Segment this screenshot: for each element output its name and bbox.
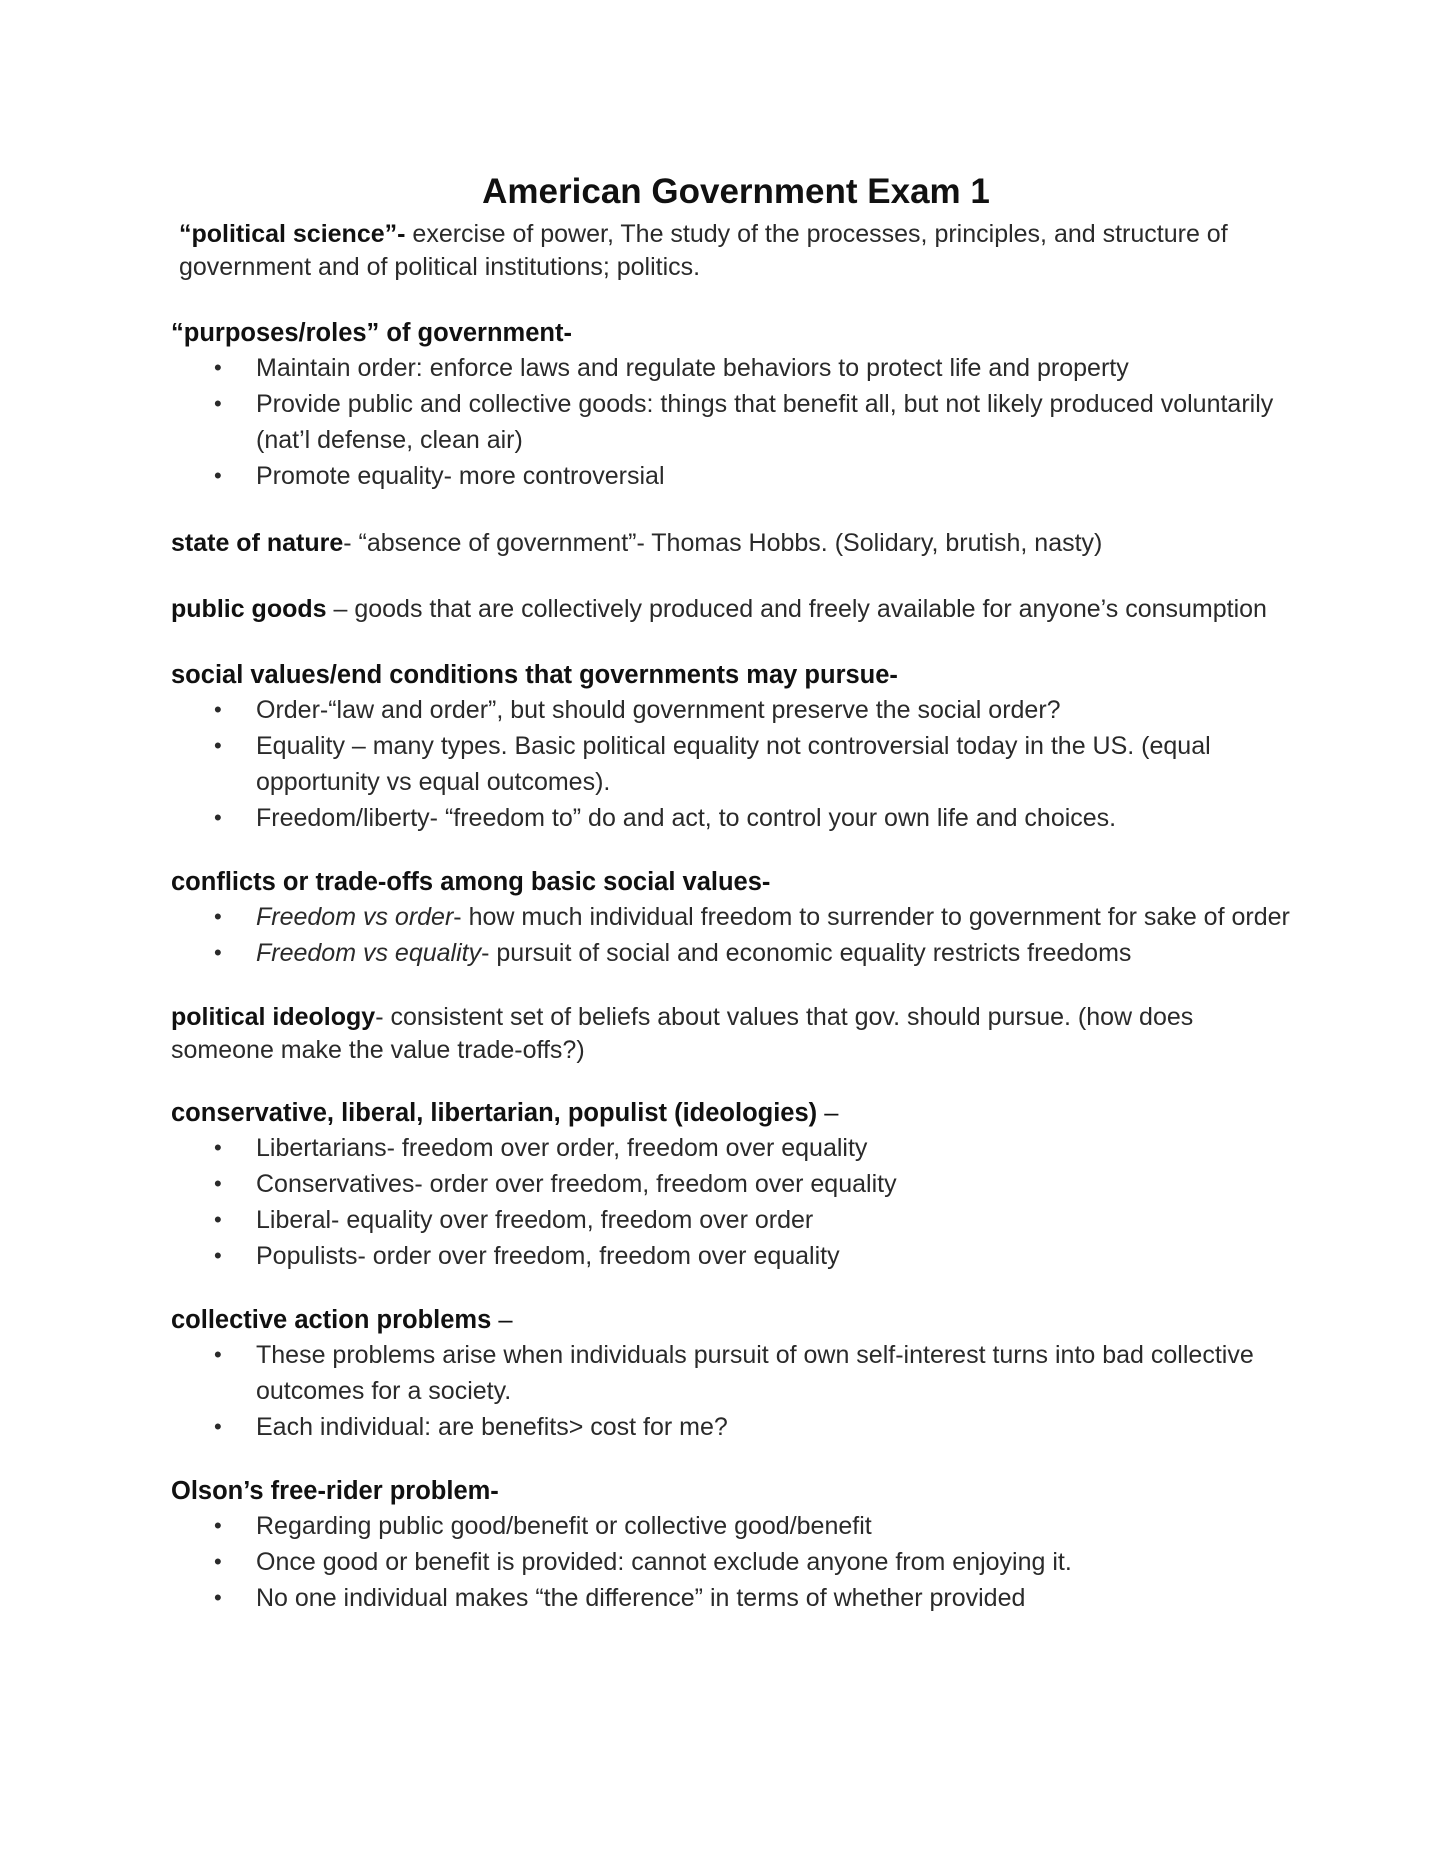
bullet-icon: • [214, 1414, 222, 1439]
ideologies-heading-line [171, 1097, 1301, 1130]
list-item: • Populists- order over freedom, freedom over equality [171, 1238, 1301, 1274]
social-values-section [171, 659, 1301, 836]
list-item: • Promote equality- more controversial [171, 458, 1301, 494]
bullet-icon: • [214, 463, 222, 488]
list-item: • Equality – many types. Basic political equality not controversial today in the US. (equal opportunity vs equal outcomes). [171, 728, 1301, 800]
public-goods-text: – goods that are collectively produced and freely available for anyone’s consumption [326, 595, 1267, 623]
ideologies-heading-suffix: – [817, 1099, 839, 1127]
bullet-icon: • [214, 1135, 222, 1160]
bullet-icon: • [214, 940, 222, 965]
bullet-icon: • [214, 1243, 222, 1268]
political-ideology-term: political ideology [171, 1003, 376, 1031]
page-title: American Government Exam 1 [482, 172, 990, 211]
purposes-heading: “purposes/roles” of government- [171, 319, 572, 347]
list-item: • Freedom/liberty- “freedom to” do and act, to control your own life and choices. [171, 800, 1301, 836]
list-item: • No one individual makes “the difference” in terms of whether provided [171, 1580, 1301, 1616]
list-item: • Provide public and collective goods: things that benefit all, but not likely produced voluntarily (nat’l defense, clean air) [171, 386, 1301, 458]
list-item: • Each individual: are benefits> cost for me? [171, 1409, 1301, 1445]
collective-action-heading-suffix: – [491, 1306, 513, 1334]
bullet-icon: • [214, 733, 222, 758]
ideologies-list [171, 1130, 1301, 1274]
list-item: • Order-“law and order”, but should government preserve the social order? [171, 692, 1301, 728]
collective-action-heading-line [171, 1304, 1301, 1337]
collective-action-heading: collective action problems [171, 1306, 492, 1334]
state-of-nature-term: state of nature [171, 529, 344, 557]
ideologies-section [171, 1097, 1301, 1274]
list-item: • Once good or benefit is provided: cannot exclude anyone from enjoying it. [171, 1544, 1301, 1580]
list-item: • These problems arise when individuals pursuit of own self-interest turns into bad collective outcomes for a society. [171, 1337, 1301, 1409]
bullet-icon: • [214, 1585, 222, 1610]
list-item: • Freedom vs equality- pursuit of social and economic equality restricts freedoms [171, 935, 1301, 971]
list-item: • Freedom vs order- how much individual freedom to surrender to government for sake of order [171, 899, 1301, 935]
bullet-icon: • [214, 904, 222, 929]
document-page [171, 172, 1301, 1616]
purposes-section [171, 317, 1301, 494]
social-values-heading: social values/end conditions that governments may pursue- [171, 661, 898, 689]
political-science-term: “political science”- [179, 220, 406, 248]
political-science-text: exercise of power, The study of the processes, principles, and structure of government and of political institutions; politics. [179, 220, 1228, 281]
public-goods-definition [171, 593, 1301, 626]
state-of-nature-text: - “absence of government”- Thomas Hobbs. (Solidary, brutish, nasty) [343, 529, 1103, 557]
bullet-icon: • [214, 1342, 222, 1367]
free-rider-heading: Olson’s free-rider problem- [171, 1477, 499, 1505]
bullet-icon: • [214, 391, 222, 416]
collective-action-list [171, 1337, 1301, 1445]
conflicts-section [171, 866, 1301, 971]
bullet-icon: • [214, 805, 222, 830]
list-item: • Conservatives- order over freedom, freedom over equality [171, 1166, 1301, 1202]
social-values-list [171, 692, 1301, 836]
free-rider-list [171, 1508, 1301, 1616]
list-item: • Libertarians- freedom over order, freedom over equality [171, 1130, 1301, 1166]
bullet-icon: • [214, 697, 222, 722]
bullet-icon: • [214, 1171, 222, 1196]
state-of-nature-definition [171, 527, 1301, 560]
political-ideology-definition [171, 1001, 1301, 1067]
free-rider-section [171, 1475, 1301, 1616]
public-goods-term: public goods [171, 595, 327, 623]
bullet-icon: • [214, 355, 222, 380]
bullet-icon: • [214, 1513, 222, 1538]
bullet-icon: • [214, 1207, 222, 1232]
purposes-list [171, 350, 1301, 494]
conflicts-heading: conflicts or trade-offs among basic social values- [171, 868, 771, 896]
conflicts-list [171, 899, 1301, 971]
list-item: • Maintain order: enforce laws and regulate behaviors to protect life and property [171, 350, 1301, 386]
list-item: • Liberal- equality over freedom, freedom over order [171, 1202, 1301, 1238]
political-ideology-text: - consistent set of beliefs about values that gov. should pursue. (how does someone make the value trade-offs?) [171, 1003, 1194, 1064]
list-item: • Regarding public good/benefit or collective good/benefit [171, 1508, 1301, 1544]
ideologies-heading: conservative, liberal, libertarian, populist (ideologies) [171, 1099, 818, 1127]
collective-action-section [171, 1304, 1301, 1445]
political-science-definition [171, 218, 1301, 284]
bullet-icon: • [214, 1549, 222, 1574]
